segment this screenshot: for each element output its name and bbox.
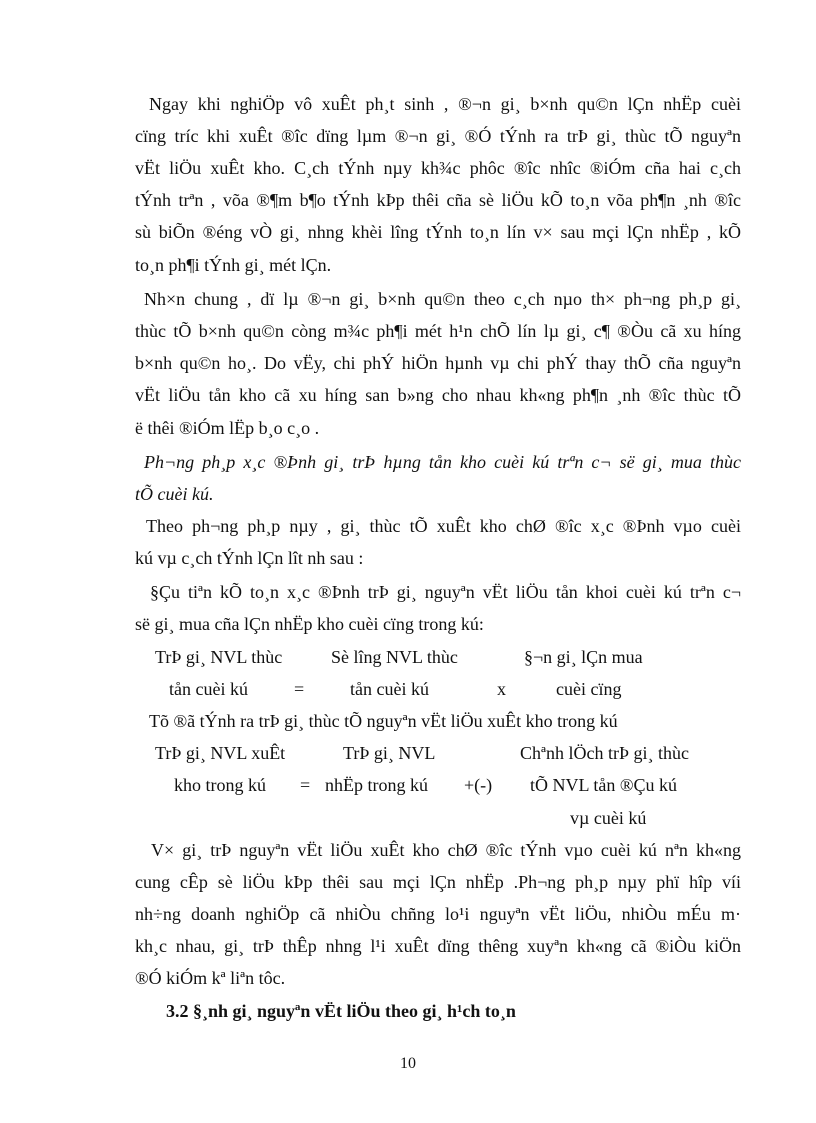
paragraph-line: vËt liÖu xuÊt kho. C¸ch tÝnh nµy kh¾c phôc ®îc nhîc ®iÓm cña hai c¸ch — [135, 158, 741, 178]
formula-term: vµ cuèi kú — [570, 808, 647, 828]
formula-operator: = — [300, 775, 311, 795]
formula-term: Chªnh lÖch trÞ gi¸ thùc — [520, 743, 689, 763]
paragraph-line: kú vµ c¸ch tÝnh lÇn lît nh sau : — [135, 548, 364, 568]
formula-term: tån cuèi kú — [350, 679, 429, 699]
paragraph-line: thùc tÕ b×nh qu©n còng m¾c ph¶i mét h¹n chÕ lín lµ gi¸ c¶ ®Òu cã xu híng — [135, 321, 741, 341]
method-heading-line: tÕ cuèi kú. — [135, 484, 214, 504]
paragraph-line: cung cÊp sè liÖu kÞp thêi sau mçi lÇn nhËp .Ph¬ng ph¸p nµy phï hîp víi — [135, 872, 741, 892]
paragraph-line: sù biÕn ®éng vÒ gi¸ nhng khèi lîng tÝnh to¸n lín v× sau mçi lÇn nhËp , kÕ — [135, 222, 741, 242]
paragraph-line: ®Ó kiÓm kª liªn tôc. — [135, 968, 286, 988]
method-heading-line: Ph¬ng ph¸p x¸c ®Þnh gi¸ trÞ hµng tån kho cuèi kú trªn c¬ së gi¸ mua thùc — [144, 452, 741, 472]
paragraph-line: vËt liÖu tån kho cã xu híng san b»ng cho nhau kh«ng ph¶n ¸nh ®îc thùc tÕ — [135, 385, 741, 405]
section-heading: 3.2 §¸nh gi¸ nguyªn vËt liÖu theo gi¸ h¹ch to¸n — [166, 1001, 516, 1021]
paragraph-line: V× gi¸ trÞ nguyªn vËt liÖu xuÊt kho chØ ®îc tÝnh vµo cuèi kú nªn kh«ng — [151, 840, 741, 860]
paragraph-line: Theo ph¬ng ph¸p nµy , gi¸ thùc tÕ xuÊt kho chØ ®îc x¸c ®Þnh vµo cuèi — [146, 516, 741, 536]
formula-term: kho trong kú — [174, 775, 266, 795]
paragraph-line: nh÷ng doanh nghiÖp cã nhiÒu chñng lo¹i nguyªn vËt liÖu, nhiÒu mÉu m· — [135, 904, 741, 924]
paragraph-line: cïng tríc khi xuÊt ®îc dïng lµm ®¬n gi¸ ®Ó tÝnh ra trÞ gi¸ thùc tÕ nguyªn — [135, 126, 741, 146]
page-number: 10 — [400, 1055, 416, 1072]
formula-term: Sè lîng NVL thùc — [331, 647, 458, 667]
paragraph-line: §Çu tiªn kÕ to¸n x¸c ®Þnh trÞ gi¸ nguyªn vËt liÖu tån khoi cuèi kú trªn c¬ — [150, 582, 741, 602]
formula-intro: Tõ ®ã tÝnh ra trÞ gi¸ thùc tÕ nguyªn vËt liÖu xuÊt kho trong kú — [149, 711, 618, 731]
paragraph-line: tÝnh trªn , võa ®¶m b¶o tÝnh kÞp thêi cña sè liÖu kÕ to¸n võa ph¶n ¸nh ®îc — [135, 190, 741, 210]
formula-term: TrÞ gi¸ NVL — [343, 743, 436, 763]
formula-operator: +(-) — [464, 775, 493, 795]
formula-operator: = — [294, 679, 305, 699]
paragraph-line: b×nh qu©n ho¸. Do vËy, chi phÝ hiÖn hµnh vµ chi phÝ thay thÕ cña nguyªn — [135, 353, 741, 373]
paragraph-line: kh¸c nhau, gi¸ trÞ thÊp nhng l¹i xuÊt dïng thêng xuyªn kh«ng cã ®iÒu kiÖn — [135, 936, 741, 956]
paragraph-line: Nh×n chung , dï lµ ®¬n gi¸ b×nh qu©n theo c¸ch nµo th× ph¬ng ph¸p gi¸ — [144, 289, 741, 309]
formula-term: nhËp trong kú — [325, 775, 428, 795]
paragraph-line: Ngay khi nghiÖp vô xuÊt ph¸t sinh , ®¬n gi¸ b×nh qu©n lÇn nhËp cuèi — [149, 94, 741, 114]
formula-term: §¬n gi¸ lÇn mua — [524, 647, 643, 667]
formula-term: tån cuèi kú — [169, 679, 248, 699]
paragraph-line: ë thêi ®iÓm lËp b¸o c¸o . — [135, 418, 320, 438]
formula-term: cuèi cïng — [556, 679, 622, 699]
paragraph-line: së gi¸ mua cña lÇn nhËp kho cuèi cïng trong kú: — [135, 614, 484, 634]
formula-operator: x — [497, 679, 506, 699]
paragraph-line: to¸n ph¶i tÝnh gi¸ mét lÇn. — [135, 255, 332, 275]
formula-term: TrÞ gi¸ NVL xuÊt — [155, 743, 286, 763]
formula-term: tÕ NVL tån ®Çu kú — [530, 775, 677, 795]
formula-term: TrÞ gi¸ NVL thùc — [155, 647, 283, 667]
